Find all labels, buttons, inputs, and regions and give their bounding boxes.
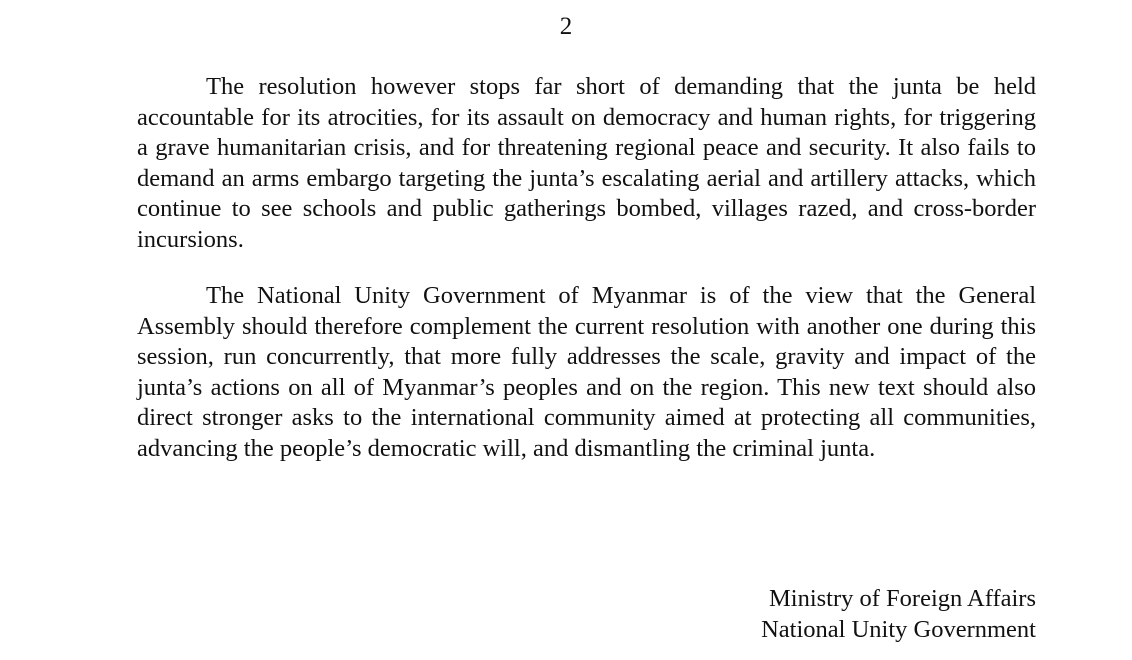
paragraph-nug-view: The National Unity Government of Myanmar is of the view that the General Assembly should therefore complement the current resolution with another one during this session, run concurrently, that more fully addresses the scale, gravity and impact of the junta’s actions on all of Myanmar’s peoples and on the region. This new text should also direct stronger asks to the international community aimed at protecting all communities, advancing the people’s democratic will, and dismantling the criminal junta. [137,282,1036,462]
signature-government: National Unity Government [761,616,1036,643]
signature-ministry: Ministry of Foreign Affairs [769,585,1036,612]
document-body [137,72,1036,464]
signature-block [761,583,1036,645]
paragraph-accountability: The resolution however stops far short of demanding that the junta be held accountable for its atrocities, for its assault on democracy and human rights, for triggering a grave humanitarian crisis, and for threatening regional peace and security. It also fails to demand an arms embargo targeting the junta’s escalating aerial and artillery attacks, which continue to see schools and public gatherings bombed, villages razed, and cross-border incursions. [137,73,1036,253]
page-number: 2 [559,13,573,40]
